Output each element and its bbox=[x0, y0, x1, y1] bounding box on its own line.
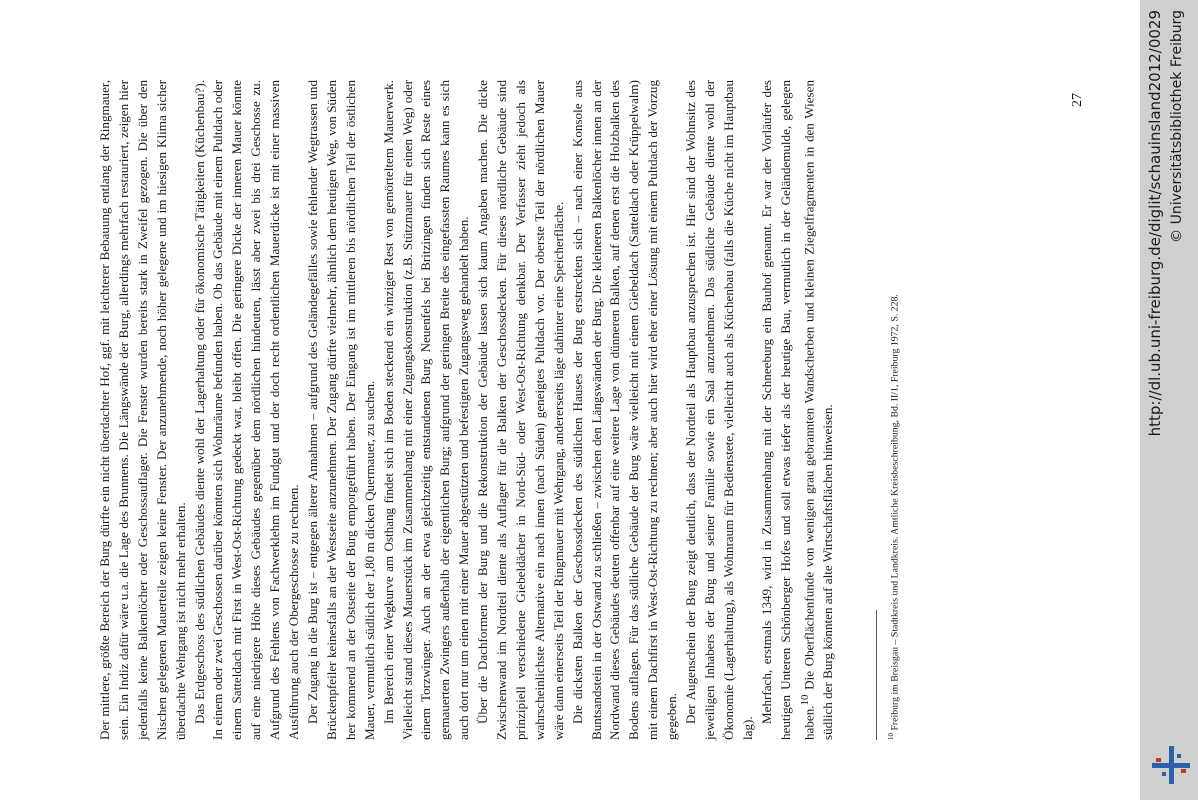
page-number: 27 bbox=[1070, 93, 1085, 107]
paragraph: Im Bereich einer Wegkurve am Osthang findet sich im Boden steckend ein winziger Rest von gemörteltem Mauerwerk. Vielleicht stand dieses Mauerstück im Zusammenhang mit einer Zugangskonstruktion (z.B. Stützmauer für einen Weg) oder einem Torzwinger. Auch an der etwa gleichzeitig entstandenen Burg Neuenfels bei Britzingen finden sich Reste eines gemauerten Zwingers außerhalb der eigentlichen Burg; aufgrund der geringen Breite des eingefassten Raumes kann es sich auch dort nur um einen mit einer Mauer abgestützten und befestigten Zugangsweg gehandelt haben. bbox=[380, 80, 472, 740]
paragraph: Die dicksten Balken der Geschossdecken des südlichen Hauses der Burg erstreckten sich – nach einer Konsole aus Buntsandstein in der Ostwand zu schließen – zwischen den Längswänden der Burg. Die kleineren Balkenlöcher innen an der Nordwand dieses Gebäudes deuten offenbar auf eine weitere Lage von dünneren Balken, auf denen erst die Holzbalken des Bodens auflagen. Für das südliche Gebäude der Burg wäre vielleicht mit einem Giebeldach (Satteldach oder Krüppelwalm) mit einem Dachfirst in West-Ost-Richtung zu rechnen; aber auch hier wird eher einer Lösung mit einem Pultdach der Vorzug gegeben. bbox=[569, 80, 680, 740]
library-logo-icon bbox=[1148, 742, 1194, 788]
footnote-ref: 10 bbox=[798, 694, 811, 706]
footnote bbox=[885, 80, 901, 740]
footnote-divider bbox=[876, 610, 877, 740]
body-text bbox=[96, 80, 838, 740]
paragraph: Über die Dachformen der Burg und die Rekonstruktion der Gebäude lassen sich kaum Angaben machen. Die dicke Zwischenwand im Nordteil diente als Auflager für die Balken der Geschossdecken. Für dieses nördliche Gebäude sind prinzipiell verschiedene Giebeldächer in Nord-Süd- oder West-Ost-Richtung denkbar. Der Verfasser zieht jedoch als wahrscheinlichste Alternative ein nach innen (nach Süden) geneigtes Pultdach vor. Der oberste Teil der nördlichen Mauer wäre dann einerseits Teil der Ringmauer mit Wehrgang, andererseits läge dahinter eine Speicherfläche. bbox=[475, 80, 566, 740]
copyright-notice: © Universitätsbibliothek Freiburg bbox=[1169, 10, 1185, 243]
paragraph: Der Augenschein der Burg zeigt deutlich, dass der Nordteil als Hauptbau anzusprechen ist. Hier sind der Wohnsitz des jeweiligen Inhabers der Burg und seiner Familie sowie ein Saal anzunehmen. Das südliche Gebäude diente wohl der Ökonomie (Lagerhaltung), als Wohnraum für Bedienstete, vielleicht auch als Küchenbau (falls die Küche nicht im Hauptbau lag). bbox=[683, 80, 755, 740]
footnote-number: 10 bbox=[886, 733, 895, 740]
footnote-text: Freiburg im Breisgau – Stadtkreis und Landkreis. Amtliche Kreisbeschreibung, Bd. II/1, Freiburg 1972, S. 228. bbox=[888, 294, 900, 731]
paragraph: Das Erdgeschoss des südlichen Gebäudes diente wohl der Lagerhaltung oder für ökonomische Tätigkeiten (Küchenbau?). In einem oder zwei Geschossen darüber könnten sich Wohnräume befunden haben. Ob das Gebäude mit einem Pultdach oder einem Satteldach mit First in West-Ost-Richtung gedeckt war, bleibt offen. Die geringere Dicke der inneren Mauer könnte auf eine niedrigere Höhe dieses Gebäudes gegenüber dem nördlichen hindeuten, lässt aber zwei bis drei Geschosse zu. Aufgrund des Fehlens von Fachwerklehm im Fundgut und der doch recht ordentlichen Mauerdicke ist mit einer massiven Ausführung auch der Obergeschosse zu rechnen. bbox=[191, 80, 302, 740]
paragraph-text: Die Oberflächenfunde von wenigen grau gebrannten Wandscherben und kleinen Ziegelfragmenten in den Wiesen südlich der Burg könnten auf alte Wirtschaftsflächen hinweisen. bbox=[800, 80, 835, 740]
paragraph: Der Zugang in die Burg ist – entgegen älterer Annahmen – aufgrund des Geländegefälles sowie fehlender Wegtrassen und Brückenpfeiler keinesfalls an der Westseite anzunehmen. Der Zugang dürfte vielmehr, ähnlich dem heutigen Weg, von Süden her kommend an der Ostseite der Burg emporgeführt haben. Der Eingang ist im mittleren bis nördlichen Teil der östlichen Mauer, vermutlich südlich der 1,80 m dicken Quermauer, zu suchen. bbox=[304, 80, 377, 740]
paragraph bbox=[758, 80, 838, 740]
permalink-url[interactable]: http://dl.ub.uni-freiburg.de/diglit/schauinsland2012/0029 bbox=[1146, 10, 1164, 437]
paragraph-text: Mehrfach, erstmals 1349, wird in Zusammenhang mit der Schneeburg ein Bauhof genannt. Er war der Vorläufer des heutigen Unteren Schönberger Hofes und soll etwas tiefer als der heutige Bau, vermutlich in der Geländemulde, gelegen haben. bbox=[758, 80, 816, 740]
sidebar-text bbox=[1146, 10, 1190, 740]
page-content bbox=[96, 80, 901, 740]
paragraph: Der mittlere, größte Bereich der Burg dürfte ein nicht überdachter Hof, ggf. mit leichterer Bebauung entlang der Ringmauer, sein. Ein Indiz dafür wäre u.a. die Lage des Brunnens. Die Längswände der Burg, allerdings mehrfach restauriert, zeigen hier jedenfalls keine Balkenlöcher oder Geschossauflager. Die Fenster wurden bereits stark in Zweifel gezogen. Die über den Nischen gelegenen Mauerteile zeigen keine Fenster. Der anzunehmende, noch höher gelegene und im hiesigen Klima sicher überdachte Wehrgang ist nicht mehr erhalten. bbox=[97, 80, 188, 740]
